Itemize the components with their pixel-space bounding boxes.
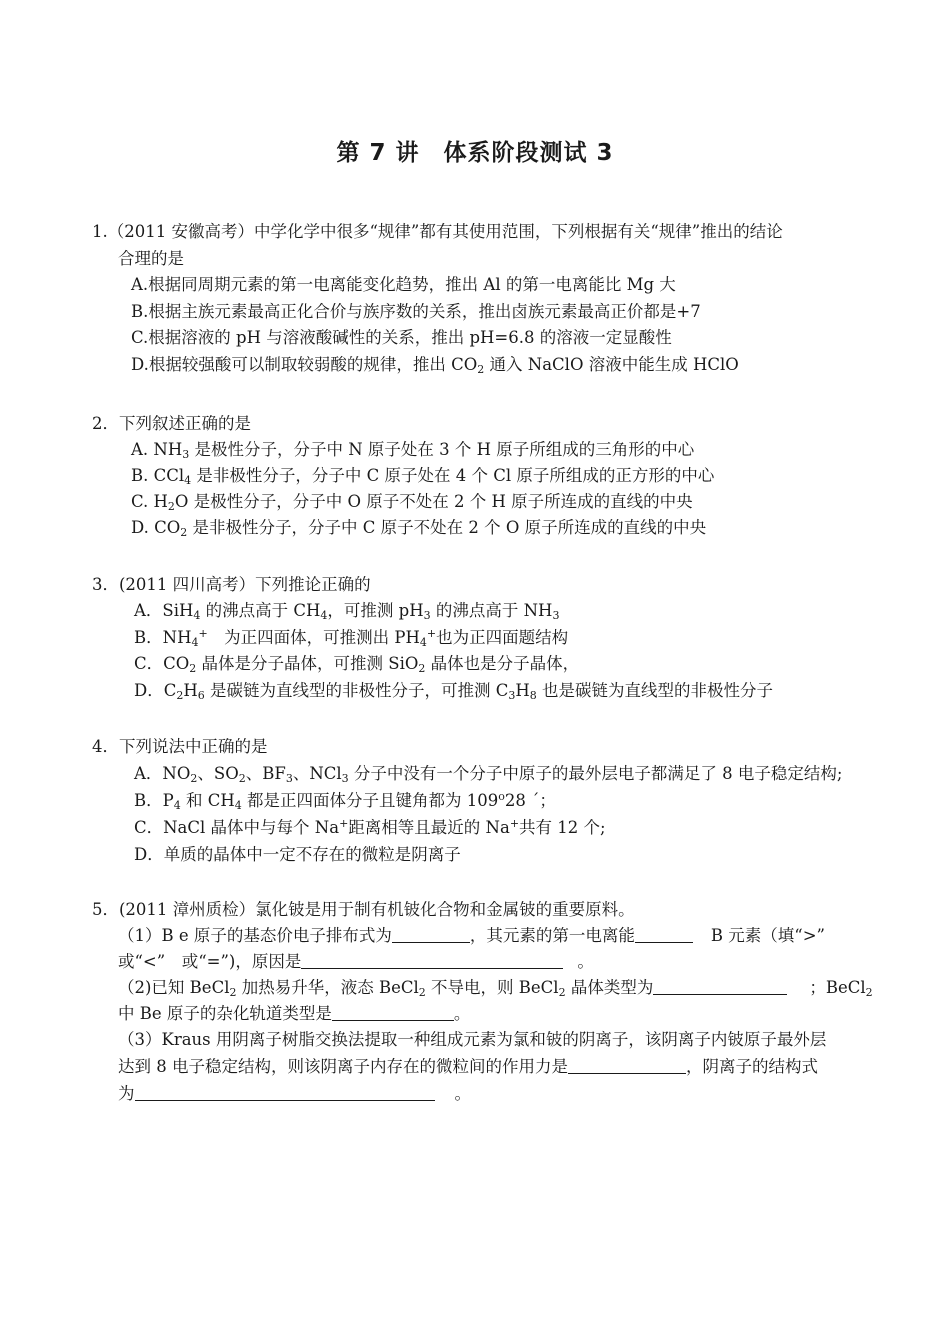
question-5-part-3 [118,1029,826,1051]
answer-blank-electron-config[interactable] [392,926,470,943]
q3-text: H [183,681,198,700]
answer-blank-hybridization[interactable] [332,1004,454,1021]
q2-opt-a-text-2: 是极性分子，分子中 N 原子处在 3 个 H 原子所组成的三角形的中心 [189,440,695,459]
question-2-option-d [131,517,706,539]
q5-text: （1）B e 原子的基态价电子排布式为 [118,926,392,945]
q5-text: B 元素（填“>” [710,926,825,945]
subscript: 2 [418,662,426,675]
subscript: 2 [189,662,197,675]
q3-text: 是碳链为直线型的非极性分子，可推测 C [204,681,509,700]
subscript: 2 [865,986,873,999]
q3-text: 的沸点高于 CH [200,601,321,620]
q4-text: 和 CH [180,791,235,810]
q4-text: 分子中没有一个分子中原子的最外层电子都满足了 8 电子稳定结构; [348,764,843,783]
question-5-part-1 [118,925,825,947]
q4-text: 、SO [197,764,239,783]
q1-opt-d-text-2: 通入 NaClO 溶液中能生成 HClO [484,355,739,374]
q3-text: 晶体是分子晶体，可推测 SiO [196,654,419,673]
q4-text: A．NO [134,764,191,783]
question-2-stem [92,413,251,435]
question-1-option-c [131,327,672,349]
answer-blank-crystal-type[interactable] [653,978,787,995]
q4-text: 距离相等且最近的 Na [348,818,510,837]
q4-stem-text: 4．下列说法中正确的是 [92,737,268,756]
q3-text: H [515,681,530,700]
subscript: 2 [558,986,566,999]
subscript: 2 [238,772,246,785]
q1-line2: 合理的是 [118,249,184,268]
subscript: 4 [234,799,242,812]
question-4-option-c [134,817,606,839]
q4-text: 28 ´； [504,791,556,810]
answer-blank-interaction-force[interactable] [568,1057,686,1074]
subscript: 8 [529,689,537,702]
superscript: + [426,627,437,640]
subscript: 4 [173,799,181,812]
subscript: 3 [285,772,293,785]
q2-stem-text: 2．下列叙述正确的是 [92,414,251,433]
question-2-option-b [131,465,714,487]
question-3-option-a [134,600,559,622]
q5-text: ，其元素的第一电离能 [469,926,635,945]
q3-text: 的沸点高于 NH [430,601,553,620]
question-1-option-d [131,354,739,376]
subscript: 2 [180,526,188,539]
q3-text: 也为正四面题结构 [436,628,569,647]
q5-text: 晶体类型为 [565,978,654,997]
q5-text: ，阴离子的结构式 [686,1057,818,1076]
q2-opt-d-text-2: 是非极性分子，分子中 C 原子不处在 2 个 O 原子所连成的直线的中央 [187,518,707,537]
question-5-part-3-cont [118,1056,818,1078]
q5-text: （3）Kraus 用阴离子树脂交换法提取一种组成元素为氯和铍的阴离子，该阴离子内铍原子最外层 [118,1030,827,1049]
q4-text: C．NaCl 晶体中与每个 Na [134,818,340,837]
question-1-option-b [131,301,701,323]
q4-text: D．单质的晶体中一定不存在的微粒是阴离子 [134,845,461,864]
q3-text: 为正四面体，可推测出 PH [207,628,420,647]
q2-opt-b-text: B. CCl [131,466,185,485]
question-1-option-a [131,274,676,296]
answer-blank-ionization-compare[interactable] [635,926,693,943]
q1-opt-d-text: D.根据较强酸可以制取较弱酸的规律，推出 CO [131,355,478,374]
q5-text: （2)已知 BeCl [118,978,230,997]
question-3-option-b [134,627,568,649]
q4-text: 、BF [245,764,286,783]
answer-blank-reason[interactable] [301,952,563,969]
subscript: 4 [184,474,192,487]
question-3-option-c [134,653,579,675]
subscript: 2 [167,500,175,513]
q2-opt-b-text-2: 是非极性分子，分子中 C 原子处在 4 个 Cl 原子所组成的正方形的中心 [191,466,715,485]
q2-opt-a-text: A. NH [131,440,183,459]
q2-opt-c-text: C. H [131,492,168,511]
subscript: 2 [190,772,198,785]
q3-text: 也是碳链为直线型的非极性分子 [536,681,774,700]
q5-text: 加热易升华，液态 BeCl [236,978,419,997]
question-5-part-2-cont [118,1003,470,1025]
subscript: 3 [552,609,560,622]
q3-text: D．C [134,681,177,700]
question-2-option-a [131,439,694,461]
q3-text: ，可推测 pH [327,601,424,620]
q3-text: C．CO [134,654,190,673]
subscript: 3 [182,448,190,461]
subscript: 3 [508,689,516,702]
question-5-part-1-cont [118,951,594,973]
question-4-option-a [134,763,842,785]
superscript: + [339,817,349,830]
question-4-option-b [134,790,556,812]
q1-opt-c-text: C.根据溶液的 pH 与溶液酸碱性的关系，推出 pH=6.8 的溶液一定显酸性 [131,328,672,347]
q3-text: A．SiH [134,601,194,620]
question-1-stem [92,221,783,243]
subscript: 3 [341,772,349,785]
q5-text: 。 [577,952,594,971]
question-4-option-d [134,844,461,866]
subscript: 4 [419,636,427,649]
question-2-option-c [131,491,693,513]
question-1-stem-cont [118,248,184,270]
q5-stem-text: 5．(2011 漳州质检）氯化铍是用于制有机铍化合物和金属铍的重要原料。 [92,900,635,919]
subscript: 3 [423,609,431,622]
question-3-stem [92,574,371,596]
subscript: 2 [176,689,184,702]
subscript: 2 [229,986,237,999]
q1-opt-a-text: A.根据同周期元素的第一电离能变化趋势，推出 Al 的第一电离能比 Mg 大 [131,275,676,294]
q4-text: 、NCl [292,764,342,783]
q1-line1: 1.（2011 安徽高考）中学化学中很多“规律”都有其使用范围，下列根据有关“规律”推出的结论 [92,222,783,241]
question-3-option-d [134,680,773,702]
subscript: 4 [320,609,328,622]
q3-text: 晶体也是分子晶体， [425,654,580,673]
q2-opt-d-text: D. CO [131,518,181,537]
superscript: o [498,790,505,803]
q5-text: 达到 8 电子稳定结构，则该阴离子内存在的微粒间的作用力是 [118,1057,568,1076]
superscript: + [509,817,520,830]
q5-text: 。 [454,1084,471,1103]
q5-text: 或“<” 或“=”)，原因是 [118,952,302,971]
q4-text: 都是正四面体分子且键角都为 109 [241,791,499,810]
superscript: + [198,627,208,640]
question-5-stem [92,899,635,921]
q5-text: 为 [118,1084,135,1103]
q5-text: 。 [453,1004,471,1023]
subscript: 2 [418,986,426,999]
q5-text: ；BeCl [809,978,866,997]
q4-text: 共有 12 个; [519,818,606,837]
q3-text: B．NH [134,628,192,647]
page-title: 第 7 讲 体系阶段测试 3 [336,140,614,166]
answer-blank-structural-formula[interactable] [135,1084,435,1101]
q4-text: B．P [134,791,174,810]
q1-opt-b-text: B.根据主族元素最高正化合价与族序数的关系，推出卤族元素最高正价都是+7 [131,302,701,321]
question-5-part-2 [118,977,873,999]
question-5-part-3-cont-2 [118,1083,471,1105]
q3-stem-text: 3．(2011 四川高考）下列推论正确的 [92,575,371,594]
q5-text: 不导电，则 BeCl [425,978,559,997]
subscript: 6 [197,689,205,702]
subscript: 4 [193,609,201,622]
q2-opt-c-text-2: O 是极性分子，分子中 O 原子不处在 2 个 H 原子所连成的直线的中央 [174,492,693,511]
question-4-stem [92,736,268,758]
subscript: 4 [191,636,199,649]
subscript: 2 [477,363,485,376]
q5-text: 中 Be 原子的杂化轨道类型是 [118,1004,332,1023]
